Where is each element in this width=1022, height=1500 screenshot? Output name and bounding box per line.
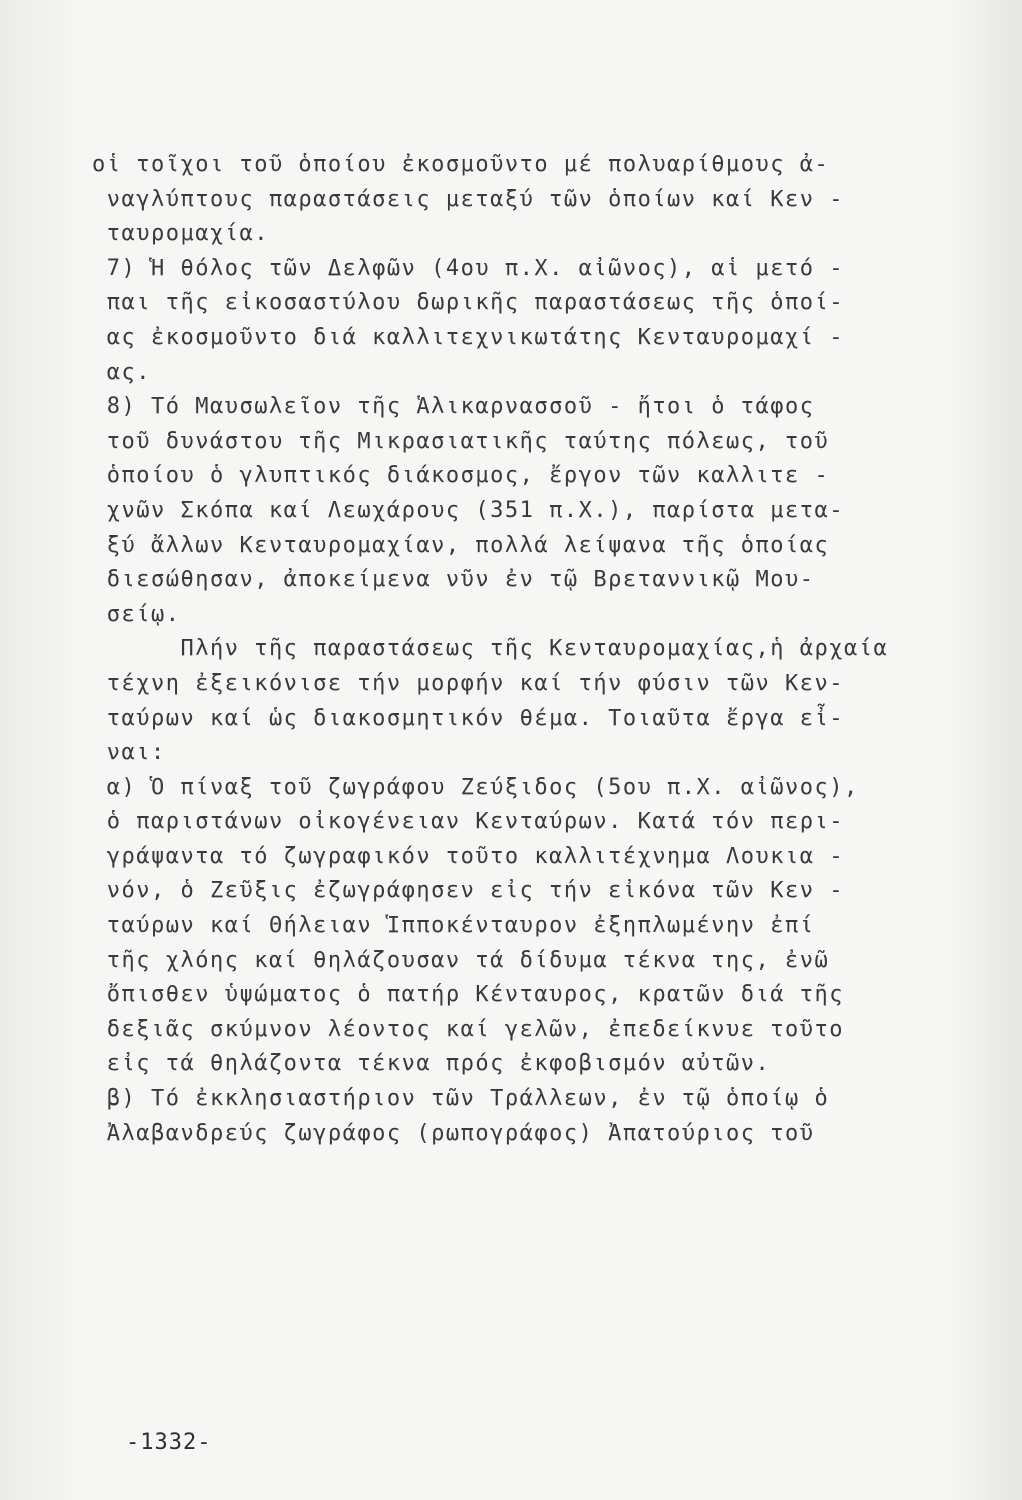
text-line: οἱ τοῖχοι τοῦ ὁποίου ἐκοσμοῦντο μέ πολυαρίθμους ἀ-: [92, 152, 830, 177]
text-line: ναι:: [92, 740, 166, 766]
text-line: Ἀλαβανδρεύς ζωγράφος (ρωπογράφος) Ἀπατούριος τοῦ: [92, 1120, 815, 1146]
text-line: ὄπισθεν ὑψώματος ὁ πατήρ Κένταυρος, κρατῶν διά τῆς: [92, 982, 845, 1008]
text-line: 7) Ἡ θόλος τῶν Δελφῶν (4ου π.Χ. αἰῶνος), αἱ μετό -: [92, 255, 845, 281]
text-line: β) Τό ἐκκλησιαστήριον τῶν Τράλλεων, ἐν τῷ ὁποίῳ ὁ: [92, 1086, 830, 1112]
text-line: νόν, ὁ Ζεῦξις ἐζωγράφησεν εἰς τήν εἰκόνα τῶν Κεν -: [92, 878, 845, 904]
text-line: ὁ παριστάνων οἰκογένειαν Κενταύρων. Κατά τόν περι-: [92, 809, 845, 835]
text-line: ξύ ἄλλων Κενταυρομαχίαν, πολλά λείψανα τῆς ὁποίας: [92, 532, 830, 558]
text-line: τέχνη ἐξεικόνισε τήν μορφήν καί τήν φύσιν τῶν Κεν-: [92, 670, 845, 696]
typewritten-text-block: [92, 148, 972, 1151]
text-line: χνῶν Σκόπα καί Λεωχάρους (351 π.Χ.), παρίστα μετα-: [92, 497, 845, 523]
text-line: διεσώθησαν, ἀποκείμενα νῦν ἐν τῷ Βρεταννικῷ Μου-: [92, 567, 815, 593]
text-line: γράψαντα τό ζωγραφικόν τοῦτο καλλιτέχνημα Λουκια -: [92, 843, 845, 869]
text-line: παι τῆς εἰκοσαστύλου δωρικῆς παραστάσεως τῆς ὁποί-: [92, 290, 845, 316]
text-line: Πλήν τῆς παραστάσεως τῆς Κενταυρομαχίας,ἡ ἀρχαία: [92, 636, 889, 662]
text-line: σείῳ.: [92, 601, 181, 627]
text-line: εἰς τά θηλάζοντα τέκνα πρός ἐκφοβισμόν αὐτῶν.: [92, 1051, 771, 1077]
text-line: 8) Τό Μαυσωλεῖον τῆς Ἁλικαρνασσοῦ - ἤτοι ὁ τάφος: [92, 394, 815, 420]
text-line: ναγλύπτους παραστάσεις μεταξύ τῶν ὁποίων καί Κεν -: [92, 186, 845, 212]
text-line: α) Ὁ πίναξ τοῦ ζωγράφου Ζεύξιδος (5ου π.Χ. αἰῶνος),: [92, 774, 859, 800]
text-line: ὁποίου ὁ γλυπτικός διάκοσμος, ἔργον τῶν καλλιτε -: [92, 463, 830, 489]
page-number: -1332-: [126, 1430, 212, 1455]
text-line: ταυρομαχία.: [92, 221, 269, 247]
text-line: ταύρων καί Θήλειαν Ἱπποκένταυρον ἐξηπλωμένην ἐπί: [92, 913, 815, 939]
text-line: δεξιᾶς σκύμνον λέοντος καί γελῶν, ἐπεδείκνυε τοῦτο: [92, 1016, 845, 1042]
text-line: ταύρων καί ὡς διακοσμητικόν θέμα. Τοιαῦτα ἔργα εἶ-: [92, 705, 845, 731]
text-line: ας.: [92, 359, 151, 385]
text-line: ας ἐκοσμοῦντο διά καλλιτεχνικωτάτης Κενταυρομαχί -: [92, 324, 845, 350]
text-line: τοῦ δυνάστου τῆς Μικρασιατικῆς ταύτης πόλεως, τοῦ: [92, 428, 830, 454]
text-line: τῆς χλόης καί θηλάζουσαν τά δίδυμα τέκνα της, ἐνῶ: [92, 947, 830, 973]
